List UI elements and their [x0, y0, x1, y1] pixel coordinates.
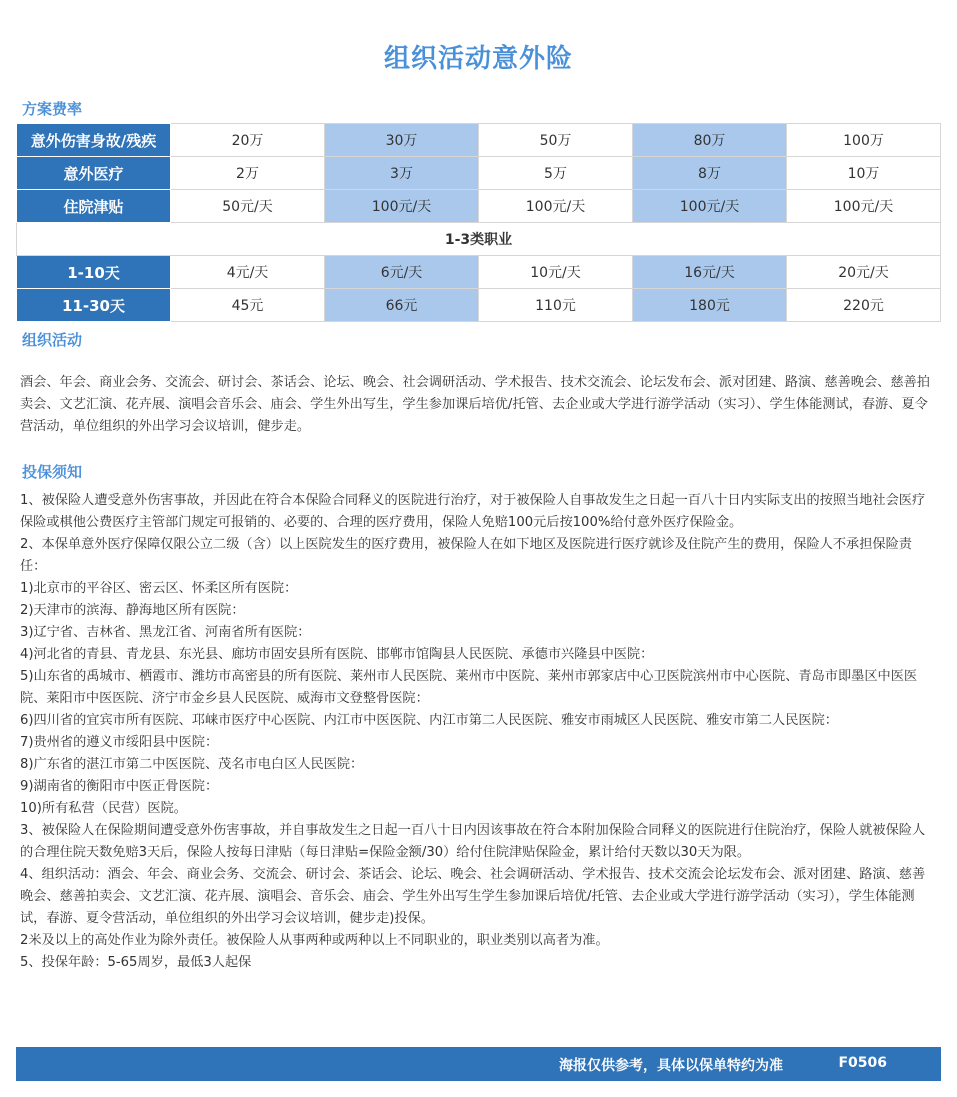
footer-code: F0506 [838, 1055, 887, 1071]
table-row [17, 289, 941, 322]
table-cell: 10万 [787, 157, 941, 190]
list-item: 6)四川省的宜宾市所有医院、邛崃市医疗中心医院、内江市中医医院、内江市第二人民医院、雅安市雨城区人民医院、雅安市第二人民医院： [20, 713, 838, 728]
list-item: 1、被保险人遭受意外伤害事故，并因此在符合本保险合同释义的医院进行治疗，对于被保险人自事故发生之日起一百八十日内实际支出的按照当地社会医疗保险或棋他公费医疗主管部门规定可报销的、必要的、合理的医疗费用，保险人免赔100元后按100%给付意外医疗保险金。 [20, 493, 926, 530]
plan-rates-table [16, 123, 941, 322]
activities-heading: 组织活动 [22, 331, 83, 349]
table-cell: 20万 [171, 124, 325, 157]
table-cell: 45元 [171, 289, 325, 322]
table-row [17, 190, 941, 223]
list-item: 5、投保年龄：5-65周岁，最低3人起保 [20, 955, 252, 970]
table-cell: 220元 [787, 289, 941, 322]
row-label-11-30-days: 11-30天 [17, 289, 171, 322]
list-item: 4)河北省的青县、青龙县、东光县、廊坊市固安县所有医院、邯郸市馆陶县人民医院、承德市兴隆县中医院： [20, 647, 654, 662]
list-item: 8)广东省的湛江市第二中医医院、茂名市电白区人民医院： [20, 757, 364, 772]
list-item: 9)湖南省的衡阳市中医正骨医院： [20, 779, 219, 794]
footer-disclaimer: 海报仅供参考，具体以保单特约为准 [559, 1058, 783, 1074]
table-cell: 4元/天 [171, 256, 325, 289]
table-cell: 50元/天 [171, 190, 325, 223]
activities-text: 酒会、年会、商业会务、交流会、研讨会、茶话会、论坛、晚会、社会调研活动、学术报告、技术交流会、论坛发布会、派对团建、路演、慈善晚会、慈善拍卖会、文艺汇演、花卉展、演唱会音乐会、庙会、学生外出写生，学生参加课后培优/托管、去企业或大学进行游学活动（实习）、学生体能测试，春游、夏令营活动，单位组织的外出学习会议培训，健步走。 [20, 375, 930, 434]
table-cell: 100元/天 [633, 190, 787, 223]
list-item: 3、被保险人在保险期间遭受意外伤害事故，并自事故发生之日起一百八十日内因该事故在符合本附加保险合同释义的医院进行住院治疗，保险人就被保险人的合理住院天数免赔3天后，保险人按每日津贴（每日津贴=保险金额/30）给付住院津贴保险金，累计给付天数以30天为限。 [20, 823, 926, 860]
list-item: 3)辽宁省、吉林省、黑龙江省、河南省所有医院： [20, 625, 311, 640]
table-cell: 16元/天 [633, 256, 787, 289]
table-row [17, 223, 941, 256]
table-cell: 6元/天 [325, 256, 479, 289]
row-label-hospital-allowance: 住院津贴 [17, 190, 171, 223]
table-row [17, 124, 941, 157]
table-cell: 30万 [325, 124, 479, 157]
table-cell: 80万 [633, 124, 787, 157]
row-label-medical: 意外医疗 [17, 157, 171, 190]
list-item: 2)天津市的滨海、静海地区所有医院： [20, 603, 245, 618]
table-row [17, 157, 941, 190]
table-cell: 100元/天 [325, 190, 479, 223]
list-item: 2米及以上的高处作业为除外责任。被保险人从事两种或两种以上不同职业的，职业类别以高者为准。 [20, 933, 609, 948]
table-cell: 180元 [633, 289, 787, 322]
notice-list [20, 490, 938, 974]
table-cell: 5万 [479, 157, 633, 190]
row-label-death-disability: 意外伤害身故/残疾 [17, 124, 171, 157]
table-cell: 100元/天 [787, 190, 941, 223]
occupation-band-label: 1-3类职业 [17, 223, 941, 256]
table-cell: 8万 [633, 157, 787, 190]
footer-banner [16, 1047, 941, 1081]
list-item: 1)北京市的平谷区、密云区、怀柔区所有医院： [20, 581, 298, 596]
table-cell: 100元/天 [479, 190, 633, 223]
list-item: 7)贵州省的遵义市绥阳县中医院： [20, 735, 219, 750]
notice-heading: 投保须知 [22, 463, 83, 481]
list-item: 4、组织活动：酒会、年会、商业会务、交流会、研讨会、茶话会、论坛、晚会、社会调研活动、学术报告、技术交流会论坛发布会、派对团建、路演、慈善晚会、慈善拍卖会、文艺汇演、花卉展、演唱会、音乐会、庙会、学生外出写生学生参加课后培优/托管、去企业或大学进行游学活动（实习），学生体能测试，春游、夏令营活动，单位组织的外出学习会议培训，健步走)投保。 [20, 867, 926, 926]
list-item: 10)所有私营（民营）医院。 [20, 801, 187, 816]
list-item: 2、本保单意外医疗保障仅限公立二级（含）以上医院发生的医疗费用，被保险人在如下地区及医院进行医疗就诊及住院产生的费用，保险人不承担保险责任： [20, 537, 912, 574]
table-row [17, 256, 941, 289]
table-cell: 2万 [171, 157, 325, 190]
row-label-1-10-days: 1-10天 [17, 256, 171, 289]
table-cell: 20元/天 [787, 256, 941, 289]
table-cell: 110元 [479, 289, 633, 322]
plan-rates-heading: 方案费率 [22, 100, 83, 118]
table-cell: 66元 [325, 289, 479, 322]
list-item: 5)山东省的禹城市、栖霞市、潍坊市高密县的所有医院、莱州市人民医院、莱州市中医院、莱州市郭家店中心卫医院滨州市中心医院、青岛市即墨区中医医院、莱阳市中医医院、济宁市金乡县人民医院、威海市文登整骨医院： [20, 669, 918, 706]
table-cell: 3万 [325, 157, 479, 190]
table-cell: 50万 [479, 124, 633, 157]
table-cell: 100万 [787, 124, 941, 157]
table-cell: 10元/天 [479, 256, 633, 289]
page-title: 组织活动意外险 [383, 44, 573, 74]
